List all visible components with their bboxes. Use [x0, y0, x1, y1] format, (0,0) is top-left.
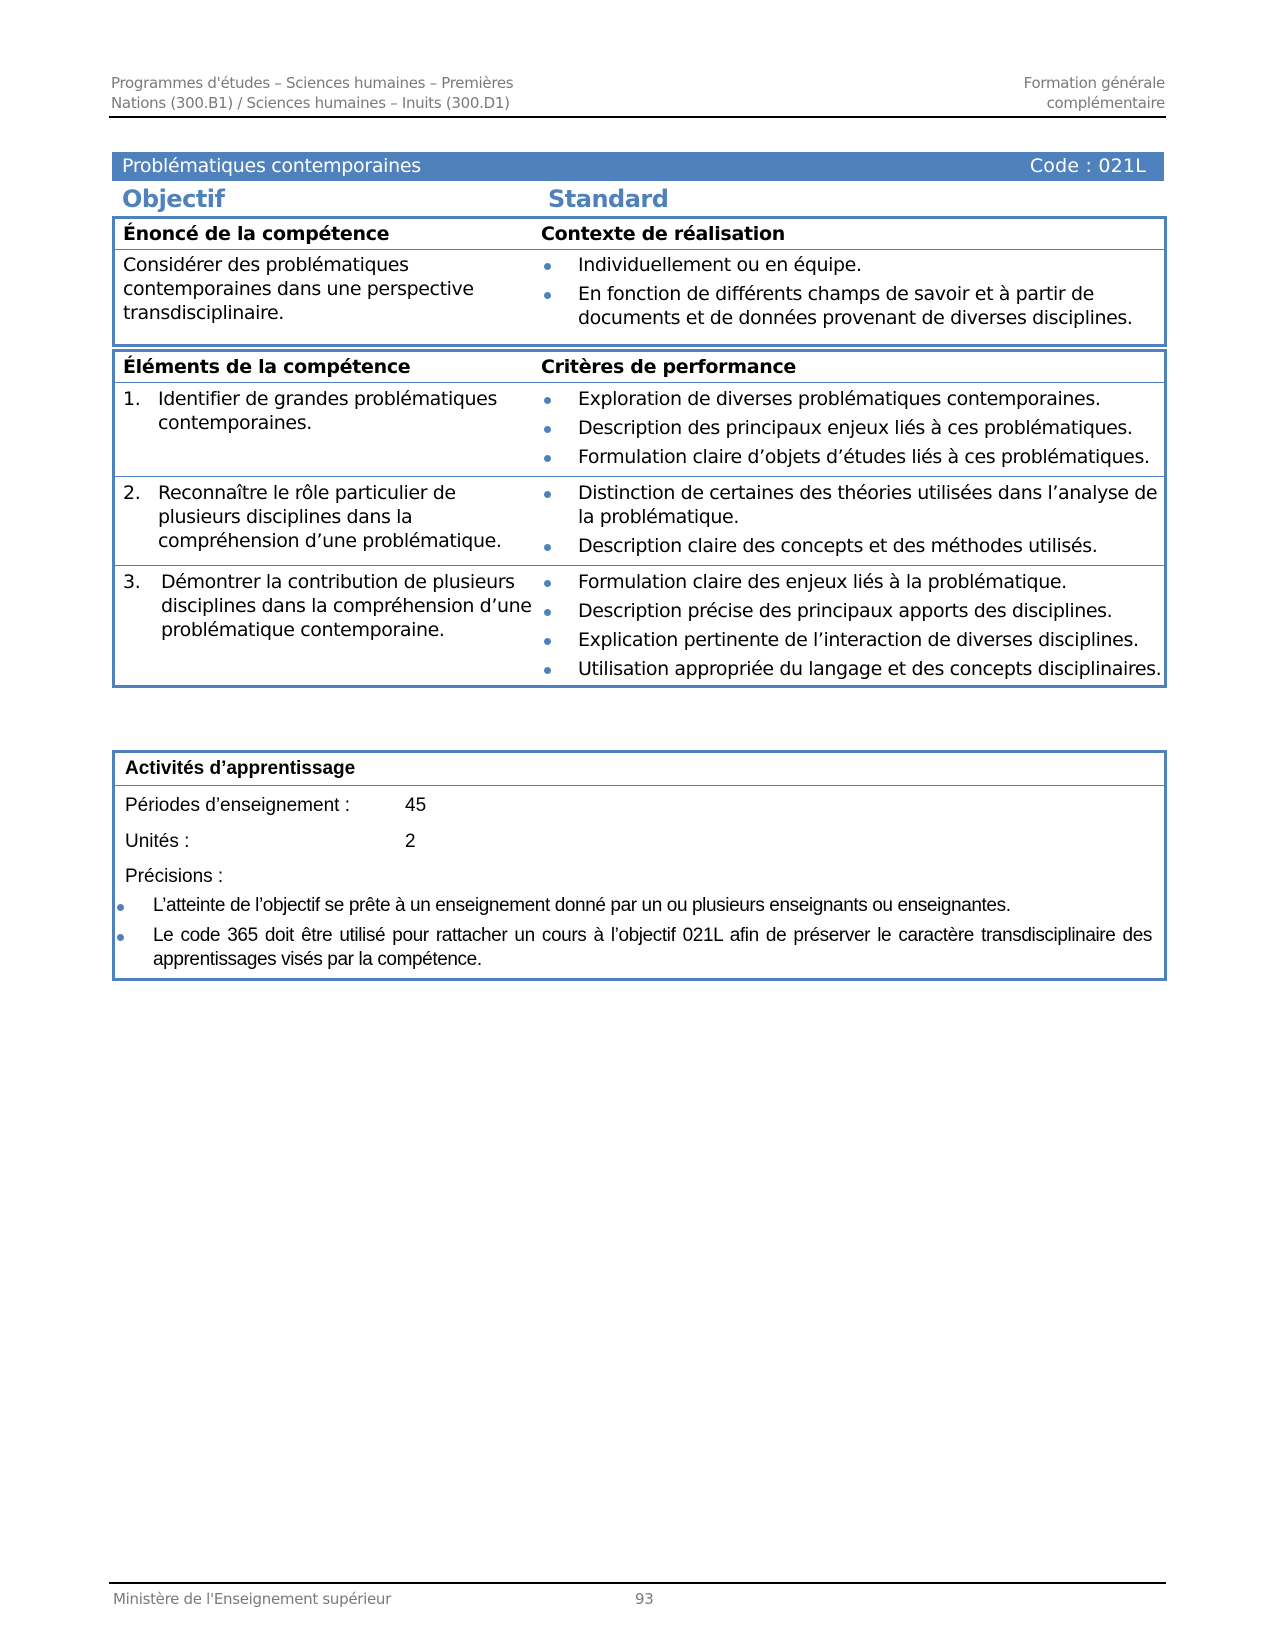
footer-publisher: Ministère de l'Enseignement supérieur [113, 1590, 392, 1608]
box1-content-row [115, 249, 1164, 344]
criteres-header: Critères de performance [541, 356, 797, 378]
list-item: Distinction de certaines des théories utilisées dans l’analyse de la problématique. [541, 481, 1164, 529]
unites-value: 2 [405, 831, 416, 852]
objective-code: Code : 021L [1029, 155, 1146, 177]
enonce-header: Énoncé de la compétence [123, 223, 390, 245]
list-item: Utilisation appropriée du langage et des concepts disciplinaires. [541, 657, 1164, 681]
list-item: L’atteinte de l’objectif se prête à un enseignement donné par un ou plusieurs enseignants ou enseignantes. [115, 894, 1152, 918]
element-row-2 [115, 476, 1164, 565]
unites-row [125, 824, 1152, 860]
criteria-list [541, 481, 1164, 558]
box1-header-row [115, 219, 1164, 249]
page-header [111, 73, 1165, 117]
unites-label: Unités : [125, 831, 190, 852]
bullet-icon [544, 544, 551, 551]
list-item: Explication pertinente de l’interaction de diverses disciplines. [541, 628, 1164, 652]
header-left-line-1: Programmes d'études – Sciences humaines – Premières [111, 74, 514, 92]
bullet-icon [117, 904, 124, 911]
element-row-3 [115, 565, 1164, 685]
bullet-icon [544, 638, 551, 645]
element-row-1 [115, 382, 1164, 476]
bullet-icon [544, 491, 551, 498]
criteria-list [541, 570, 1164, 681]
page-footer [113, 1589, 1163, 1609]
list-item: Formulation claire d’objets d’études liés à ces problématiques. [541, 445, 1164, 469]
bullet-icon [544, 292, 551, 299]
competence-elements-box [112, 349, 1167, 688]
list-item: Individuellement ou en équipe. [541, 253, 1164, 277]
standard-heading: Standard [548, 185, 669, 213]
header-right-line-1: Formation générale [1023, 74, 1165, 92]
bullet-icon [117, 934, 124, 941]
periodes-row [125, 788, 1152, 824]
box3-content [115, 785, 1164, 978]
list-item: Formulation claire des enjeux liés à la problématique. [541, 570, 1164, 594]
learning-activities-box [112, 750, 1167, 981]
list-item: Description précise des principaux apports des disciplines. [541, 599, 1164, 623]
contexte-header: Contexte de réalisation [541, 223, 785, 245]
list-item: Exploration de diverses problématiques contemporaines. [541, 387, 1164, 411]
section-headings [112, 183, 1164, 215]
bullet-icon [544, 426, 551, 433]
header-divider [109, 116, 1166, 118]
element-item: 3. Démontrer la contribution de plusieurs disciplines dans la compréhension d’une problématique contemporaine. [123, 571, 532, 641]
bullet-icon [544, 263, 551, 270]
objective-title-bar [112, 152, 1164, 181]
element-item: 1. Identifier de grandes problématiques contemporaines. [123, 388, 497, 434]
criteria-list [541, 387, 1164, 469]
bullet-icon [544, 580, 551, 587]
page-number: 93 [635, 1590, 654, 1608]
list-item: Description claire des concepts et des méthodes utilisés. [541, 534, 1164, 558]
contexte-list [541, 253, 1164, 330]
header-right-line-2: complémentaire [1046, 94, 1165, 112]
elements-header: Éléments de la compétence [123, 356, 411, 378]
footer-divider [109, 1582, 1166, 1584]
precisions-list [115, 894, 1152, 972]
header-section-title [1024, 73, 1165, 113]
bullet-icon [544, 667, 551, 674]
bullet-icon [544, 609, 551, 616]
element-item: 2. Reconnaître le rôle particulier de plusieurs disciplines dans la compréhension d’une problématique. [123, 482, 502, 552]
box3-header-row [115, 753, 1164, 785]
periodes-value: 45 [405, 795, 427, 816]
list-item: En fonction de différents champs de savoir et à partir de documents et de données provenant de diverses disciplines. [541, 282, 1164, 330]
header-left-line-2: Nations (300.B1) / Sciences humaines – Inuits (300.D1) [111, 94, 510, 112]
objectif-heading: Objectif [122, 185, 225, 213]
enonce-text: Considérer des problématiques contemporaines dans une perspective transdisciplinaire. [123, 254, 474, 324]
activites-header: Activités d’apprentissage [125, 758, 356, 779]
box2-header-row [115, 352, 1164, 382]
list-item: Le code 365 doit être utilisé pour rattacher un cours à l’objectif 021L afin de préserver le caractère transdisciplinaire des apprentissages visés par la compétence. [115, 924, 1152, 972]
periodes-label: Périodes d’enseignement : [125, 795, 350, 816]
precisions-label: Précisions : [125, 866, 224, 887]
bullet-icon [544, 455, 551, 462]
objective-title: Problématiques contemporaines [122, 155, 421, 177]
bullet-icon [544, 397, 551, 404]
list-item: Description des principaux enjeux liés à ces problématiques. [541, 416, 1164, 440]
header-document-title [111, 73, 513, 113]
competence-statement-box [112, 216, 1167, 347]
